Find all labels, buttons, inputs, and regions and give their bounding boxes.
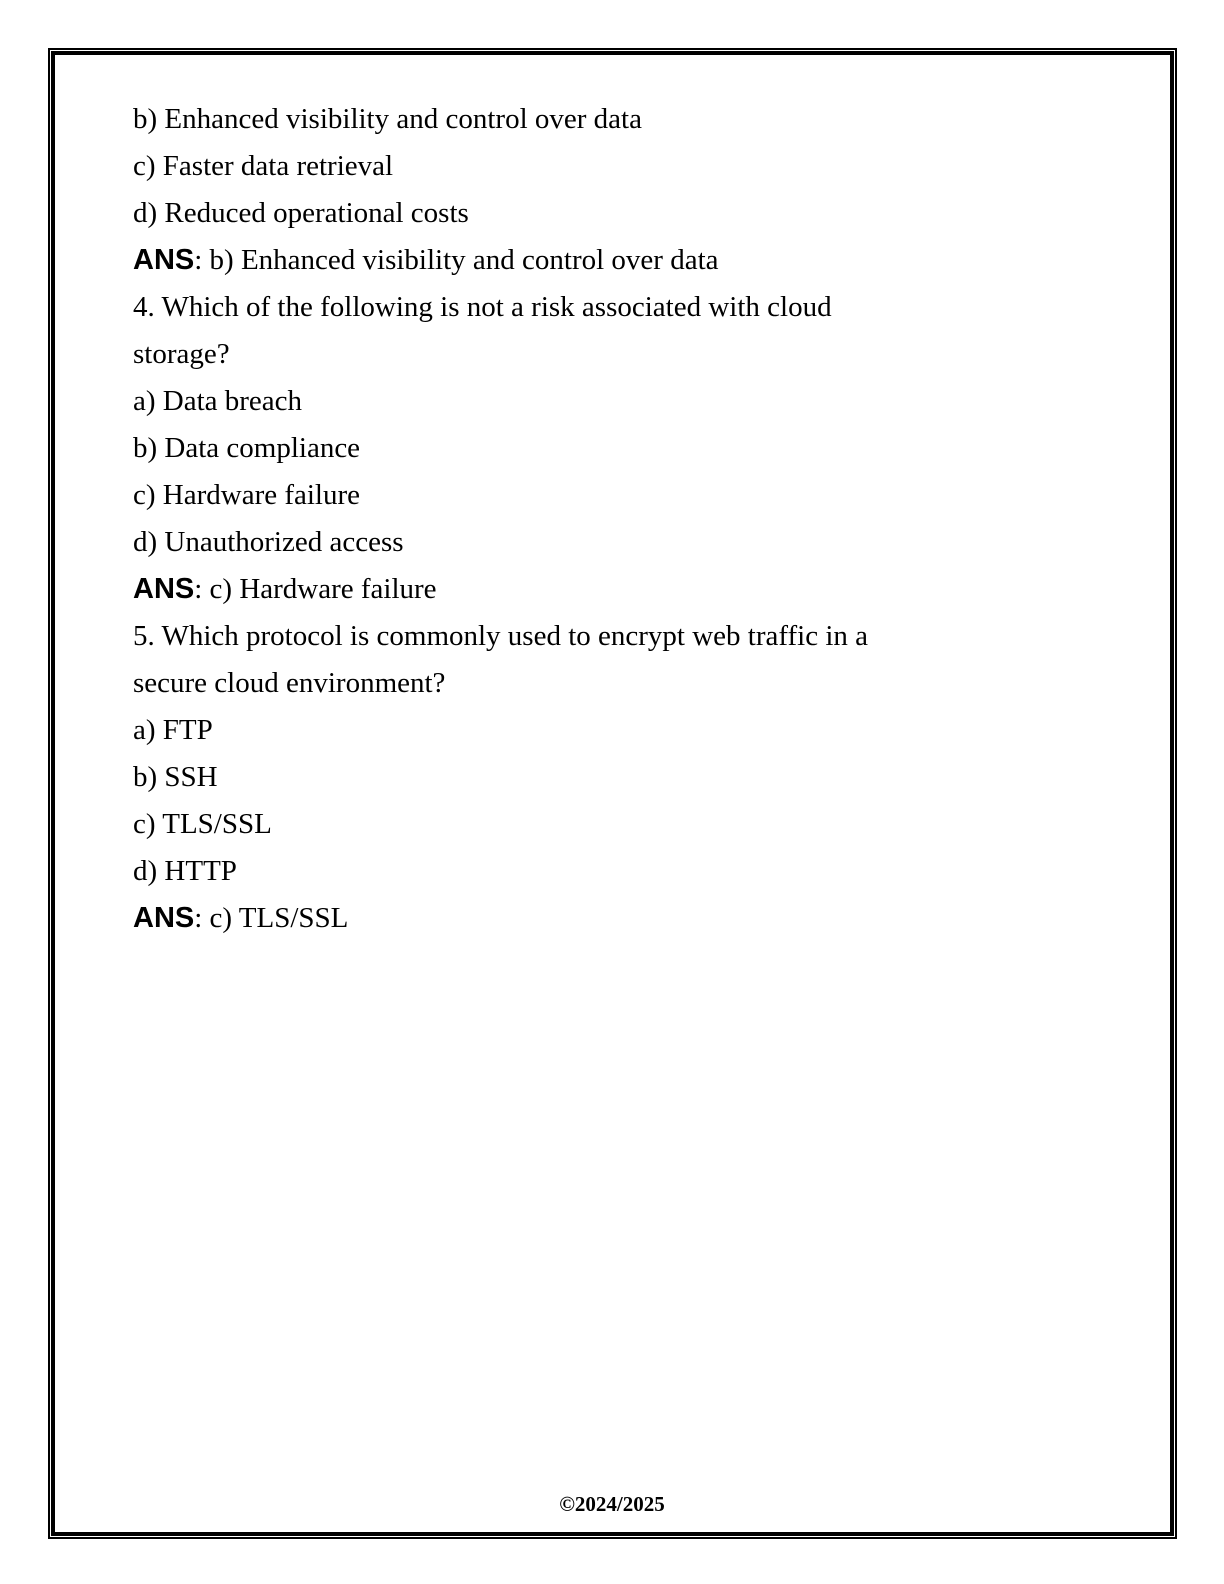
option-item: d) HTTP	[133, 855, 237, 887]
answer-text: : c) Hardware failure	[194, 573, 437, 605]
option-item: c) TLS/SSL	[133, 808, 272, 840]
option-item: c) Hardware failure	[133, 479, 361, 511]
question-line: 4. Which of the following is not a risk associated with cloud	[133, 291, 832, 323]
option-item: c) Faster data retrieval	[133, 150, 394, 182]
option-item: d) Unauthorized access	[133, 526, 404, 558]
option-item: a) FTP	[133, 714, 213, 746]
option-item: b) SSH	[133, 761, 218, 793]
answer-label: ANS	[133, 573, 195, 605]
answer-text: : c) TLS/SSL	[194, 902, 349, 934]
option-item: d) Reduced operational costs	[133, 197, 469, 229]
option-item: a) Data breach	[133, 385, 303, 417]
answer-line	[133, 566, 1089, 613]
question-4-text	[133, 284, 1089, 378]
question-line: secure cloud environment?	[133, 667, 446, 699]
answer-label: ANS	[133, 902, 195, 934]
answer-line	[133, 895, 1089, 942]
question-line: storage?	[133, 338, 230, 370]
question-5-text	[133, 613, 1089, 707]
answer-line	[133, 237, 1089, 284]
page-content	[133, 96, 1089, 942]
answer-text: : b) Enhanced visibility and control over data	[194, 244, 719, 276]
option-item: b) Enhanced visibility and control over data	[133, 103, 642, 135]
option-item: b) Data compliance	[133, 432, 361, 464]
question-line: 5. Which protocol is commonly used to encrypt web traffic in a	[133, 620, 869, 652]
answer-label: ANS	[133, 244, 195, 276]
page-footer: ©2024/2025	[559, 1492, 665, 1516]
